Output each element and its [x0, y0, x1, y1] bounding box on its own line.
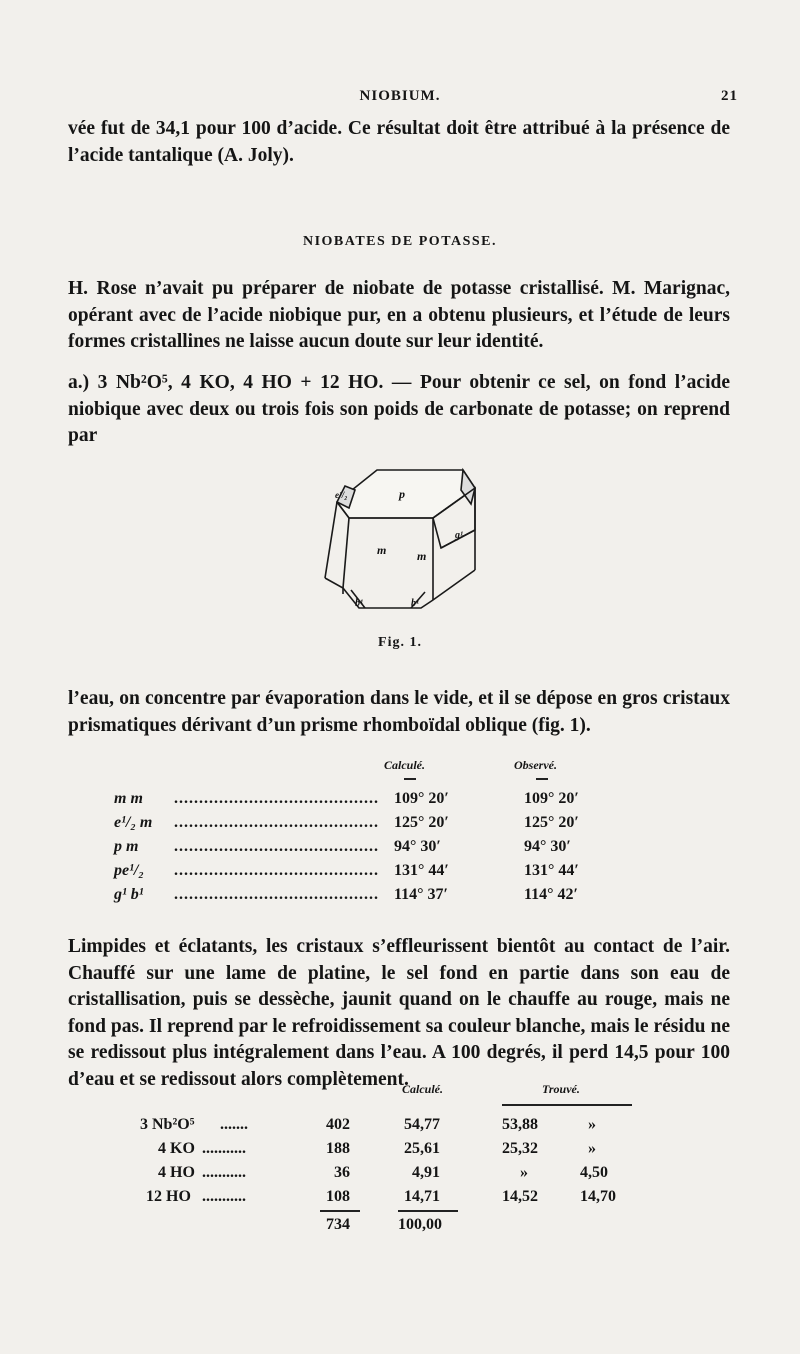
composition-mass: 188 [326, 1140, 350, 1157]
angles-row-calc: 125° 20′ [394, 814, 449, 831]
angles-row-label: g¹ b¹ [114, 886, 144, 903]
page-number: 21 [721, 88, 738, 104]
running-header [0, 88, 800, 108]
angles-row-label: e¹/₂ m [114, 814, 153, 831]
crystal-drawing [315, 460, 485, 620]
composition-calc: 54,77 [404, 1116, 440, 1133]
composition-found-2: 4,50 [580, 1164, 608, 1181]
composition-row [140, 1140, 660, 1162]
paragraph-4: l’eau, on concentre par évaporation dans le vide, et il se dépose en gros cristaux prismatiques dérivant d’un prisme rhomboïdal oblique (fig. 1). [68, 688, 730, 736]
composition-row [140, 1164, 660, 1186]
paragraph-5: Limpides et éclatants, les cristaux s’effleurissent bientôt au contact de l’air. Chauffé sur une lame de platine, le sel fond en partie dans son eau de cristallisation, puis se dessèche, jaunit quand on le chauffe au rouge, mais ne fond pas. Il reprend par le refroidissement sa couleur blanche, mais le résidu ne se redissout plus intégralement dans l’eau. A 100 degrés, il perd 14,5 pour 100 d’eau et se redissout alors complètement. [68, 936, 730, 1090]
composition-found-1: 25,32 [502, 1140, 538, 1157]
angles-row-calc: 114° 37′ [394, 886, 449, 903]
composition-calc: 25,61 [404, 1140, 440, 1157]
dot-leader: ......................................... [174, 838, 379, 855]
composition-found-1: 14,52 [502, 1188, 538, 1205]
composition-total-calc: 100,00 [398, 1216, 442, 1233]
composition-found-2: » [588, 1116, 596, 1133]
angles-row-label: p m [114, 838, 139, 855]
angles-row [84, 862, 684, 884]
dot-leader: ......................................... [174, 886, 379, 903]
composition-label: 4 HO [158, 1164, 195, 1181]
label-p: p [399, 487, 405, 501]
dot-leader: ....... [220, 1116, 248, 1133]
dot-leader: ......................................... [174, 790, 379, 807]
composition-header-calc: Calculé. [402, 1082, 443, 1096]
dot-leader: ......................................... [174, 814, 379, 831]
angles-row [84, 838, 684, 860]
figure-caption: Fig. 1. [378, 635, 422, 650]
composition-calc: 4,91 [412, 1164, 440, 1181]
angles-row-calc: 131° 44′ [394, 862, 449, 879]
found-rule [502, 1104, 632, 1106]
angles-row-calc: 109° 20′ [394, 790, 449, 807]
composition-label: 3 Nb²O⁵ [140, 1116, 195, 1133]
label-e: e¹/₂ [335, 490, 348, 500]
angles-row-calc: 94° 30′ [394, 838, 441, 855]
composition-mass: 108 [326, 1188, 350, 1205]
composition-found-1: » [520, 1164, 528, 1181]
calc-total-rule [398, 1210, 458, 1212]
angles-row-obs: 109° 20′ [524, 790, 579, 807]
section-title: NIOBATES DE POTASSE. [302, 234, 498, 249]
composition-found-1: 53,88 [502, 1116, 538, 1133]
composition-label: 12 HO [146, 1188, 191, 1205]
label-b-left: b¹ [355, 598, 363, 609]
angles-row [84, 814, 684, 836]
composition-row [140, 1116, 660, 1138]
paragraph-1: vée fut de 34,1 pour 100 d’acide. Ce résultat doit être attribué à la présence de l’acide tantalique (A. Joly). [68, 118, 730, 166]
composition-row [140, 1188, 660, 1210]
angles-header-calc: Calculé. [384, 758, 425, 772]
label-g1: g¹ [455, 530, 463, 541]
composition-calc: 14,71 [404, 1188, 440, 1205]
label-b-right: b¹ [411, 598, 419, 609]
header-title: NIOBIUM. [359, 88, 441, 104]
label-m-right: m [417, 549, 427, 563]
angles-dash-calc [404, 778, 416, 780]
composition-total-mass: 734 [326, 1216, 350, 1233]
angles-row-obs: 131° 44′ [524, 862, 579, 879]
dot-leader: ......................................... [174, 862, 379, 879]
dot-leader: ........... [202, 1140, 246, 1157]
composition-total-row [140, 1216, 660, 1238]
mass-total-rule [320, 1210, 360, 1212]
composition-mass: 402 [326, 1116, 350, 1133]
angles-row-label: m m [114, 790, 143, 807]
composition-header-found: Trouvé. [542, 1082, 580, 1096]
angles-row-obs: 94° 30′ [524, 838, 571, 855]
angles-row-obs: 114° 42′ [524, 886, 579, 903]
angles-dash-obs [536, 778, 548, 780]
angles-row [84, 790, 684, 812]
composition-label: 4 KO [158, 1140, 195, 1157]
angles-row-label: pe¹/₂ [114, 862, 144, 879]
composition-mass: 36 [334, 1164, 350, 1181]
angles-row [84, 886, 684, 908]
paragraph-2: H. Rose n’avait pu préparer de niobate de potasse cristallisé. M. Marignac, opérant avec de l’acide niobique pur, en a obtenu plusieurs, et l’étude de leurs formes cristallines ne laisse aucun doute sur leur identité. [68, 278, 730, 352]
composition-found-2: » [588, 1140, 596, 1157]
angles-row-obs: 125° 20′ [524, 814, 579, 831]
angles-header-obs: Observé. [514, 758, 557, 772]
label-m-left: m [377, 543, 387, 557]
composition-found-2: 14,70 [580, 1188, 616, 1205]
paragraph-3: a.) 3 Nb²O⁵, 4 KO, 4 HO + 12 HO. — Pour obtenir ce sel, on fond l’acide niobique avec deux ou trois fois son poids de carbonate de potasse; on reprend par [68, 372, 730, 446]
crystal-figure [315, 460, 485, 620]
dot-leader: ........... [202, 1188, 246, 1205]
dot-leader: ........... [202, 1164, 246, 1181]
